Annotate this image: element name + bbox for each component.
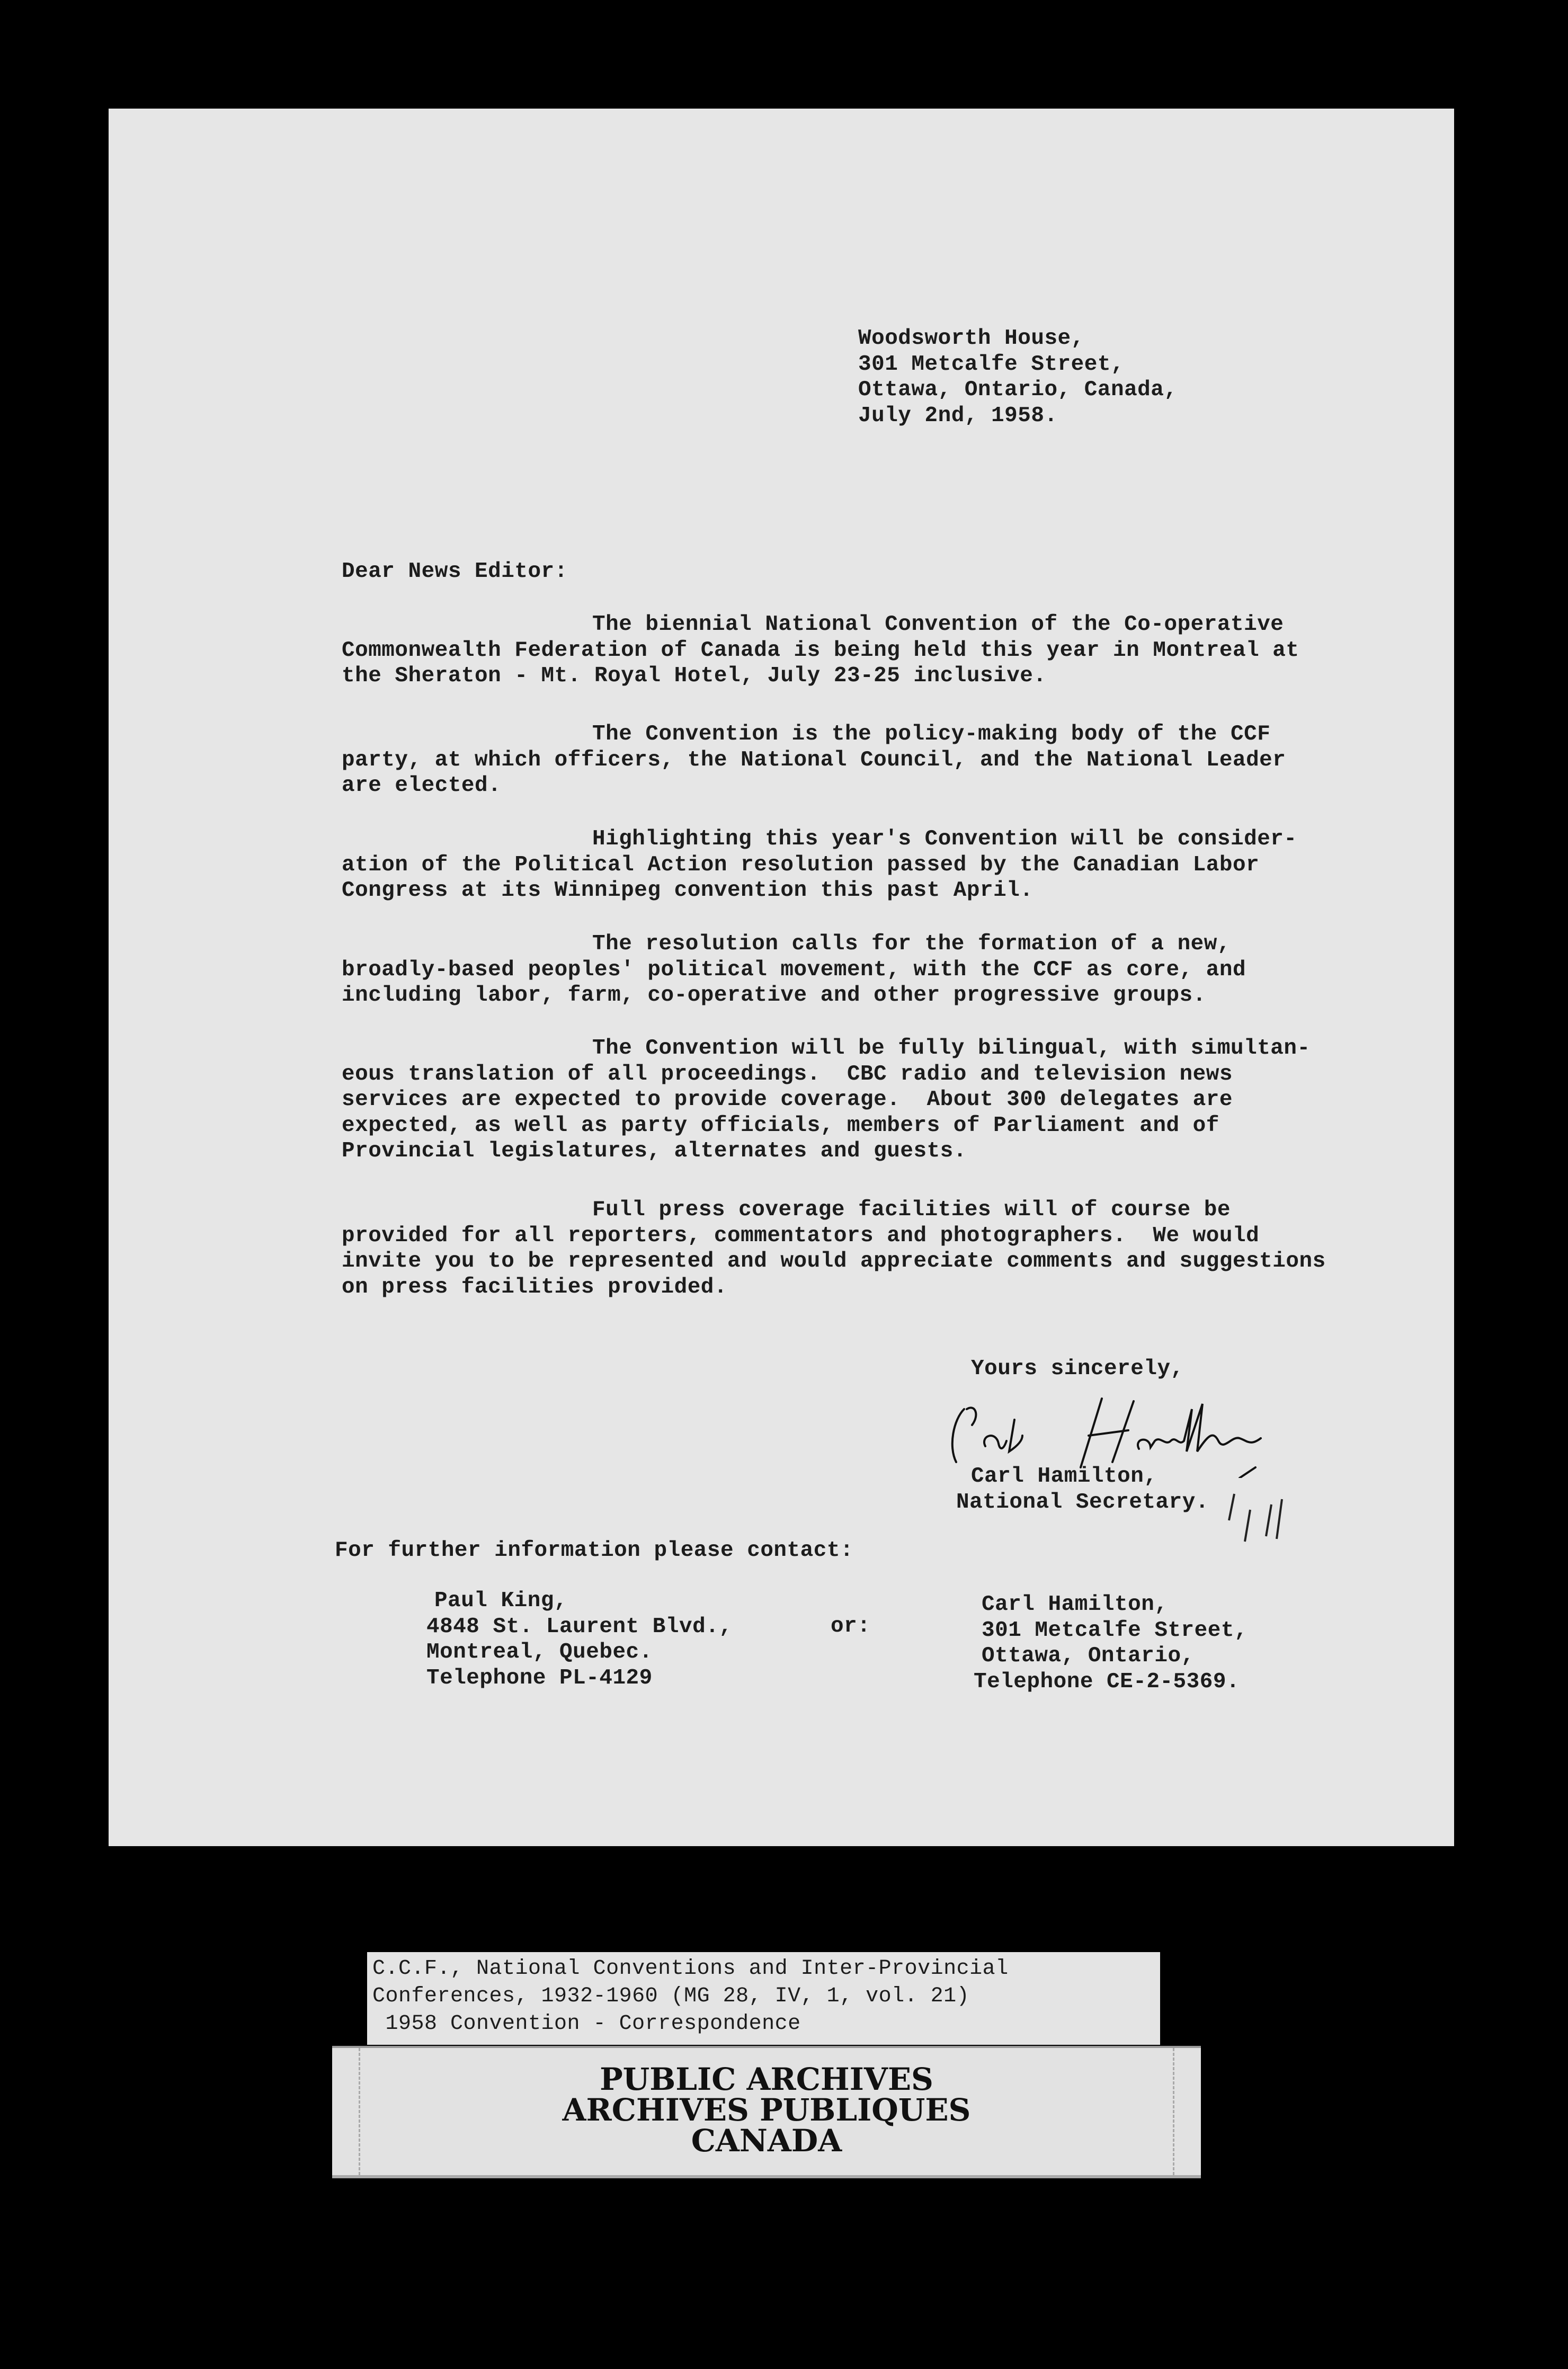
address-line: Ottawa, Ontario, Canada, — [858, 378, 1178, 402]
contact-line: Telephone PL-4129 — [426, 1666, 653, 1690]
paragraph-line: Full press coverage facilities will of course be — [592, 1198, 1231, 1222]
contact-line: 301 Metcalfe Street, — [982, 1618, 1248, 1643]
label-line: Conferences, 1932-1960 (MG 28, IV, 1, vol. 21) — [372, 1984, 970, 2008]
stamp-line: PUBLIC ARCHIVES — [600, 2061, 933, 2097]
signer-name: Carl Hamilton, — [971, 1464, 1157, 1489]
closing: Yours sincerely, — [971, 1357, 1184, 1381]
contact-left — [426, 1588, 732, 1691]
stamp-text — [332, 2061, 1201, 2159]
contact-line: Paul King, — [434, 1589, 568, 1613]
paragraph-line: expected, as well as party officials, members of Parliament and of — [342, 1113, 1219, 1138]
paragraph-line: party, at which officers, the National Council, and the National Leader — [342, 747, 1286, 772]
contact-or: or: — [831, 1614, 871, 1638]
contact-line: Carl Hamilton, — [982, 1592, 1168, 1617]
paragraph-line: Commonwealth Federation of Canada is being held this year in Montreal at — [342, 638, 1299, 663]
paragraph-line: services are expected to provide coverage. About 300 delegates are — [342, 1088, 1233, 1112]
archive-label — [367, 1952, 1160, 2045]
paragraph-line: are elected. — [342, 773, 502, 798]
signature-block — [956, 1464, 1209, 1515]
letter-date: July 2nd, 1958. — [858, 403, 1058, 428]
paragraph-line: invite you to be represented and would appreciate comments and suggestions — [342, 1249, 1326, 1273]
paragraph — [342, 1036, 1311, 1164]
paragraph-line: The biennial National Convention of the Co-operative — [592, 612, 1284, 637]
contact-line: Montreal, Quebec. — [426, 1640, 653, 1664]
paragraph — [342, 612, 1299, 689]
label-line: C.C.F., National Conventions and Inter-Provincial — [372, 1957, 1009, 1981]
paragraph — [342, 826, 1297, 904]
handwritten-initials — [1213, 1489, 1298, 1547]
paragraph-line: The Convention will be fully bilingual, with simultan- — [592, 1036, 1311, 1061]
contact-intro: For further information please contact: — [335, 1538, 854, 1563]
archives-stamp — [332, 2046, 1201, 2178]
paragraph — [342, 931, 1246, 1009]
paragraph-line: ation of the Political Action resolution passed by the Canadian Labor — [342, 852, 1260, 877]
stamp-line: ARCHIVES PUBLIQUES — [562, 2092, 971, 2128]
salutation: Dear News Editor: — [342, 559, 568, 584]
paragraph-line: on press facilities provided. — [342, 1275, 728, 1299]
label-line: 1958 Convention - Correspondence — [372, 2012, 801, 2036]
archive-label-text — [372, 1955, 1009, 2038]
paragraph-line: eous translation of all proceedings. CBC radio and television news — [342, 1062, 1233, 1086]
address-line: 301 Metcalfe Street, — [858, 352, 1125, 377]
paragraph-line: Provincial legislatures, alternates and guests. — [342, 1139, 967, 1163]
paragraph-line: the Sheraton - Mt. Royal Hotel, July 23-25 inclusive. — [342, 664, 1047, 688]
paragraph-line: Highlighting this year's Convention will be consider- — [592, 827, 1297, 851]
contact-line: Ottawa, Ontario, — [982, 1644, 1195, 1668]
paragraph-line: The Convention is the policy-making body of the CCF — [592, 722, 1271, 746]
paragraph — [342, 722, 1286, 799]
contact-line: 4848 St. Laurent Blvd., — [426, 1614, 733, 1639]
stamp-line: CANADA — [691, 2123, 842, 2159]
paragraph-line: including labor, farm, co-operative and other progressive groups. — [342, 983, 1206, 1008]
sender-address — [858, 326, 1178, 429]
paragraph-line: The resolution calls for the formation of a new, — [592, 932, 1231, 956]
paragraph-line: broadly-based peoples' political movement, with the CCF as core, and — [342, 957, 1246, 982]
paragraph — [342, 1197, 1326, 1300]
contact-right — [974, 1592, 1248, 1695]
paragraph-line: provided for all reporters, commentators and photographers. We would — [342, 1223, 1260, 1248]
contact-line: Telephone CE-2-5369. — [974, 1669, 1240, 1694]
signer-title: National Secretary. — [956, 1490, 1209, 1515]
address-line: Woodsworth House, — [858, 326, 1084, 351]
paragraph-line: Congress at its Winnipeg convention this past April. — [342, 878, 1034, 903]
